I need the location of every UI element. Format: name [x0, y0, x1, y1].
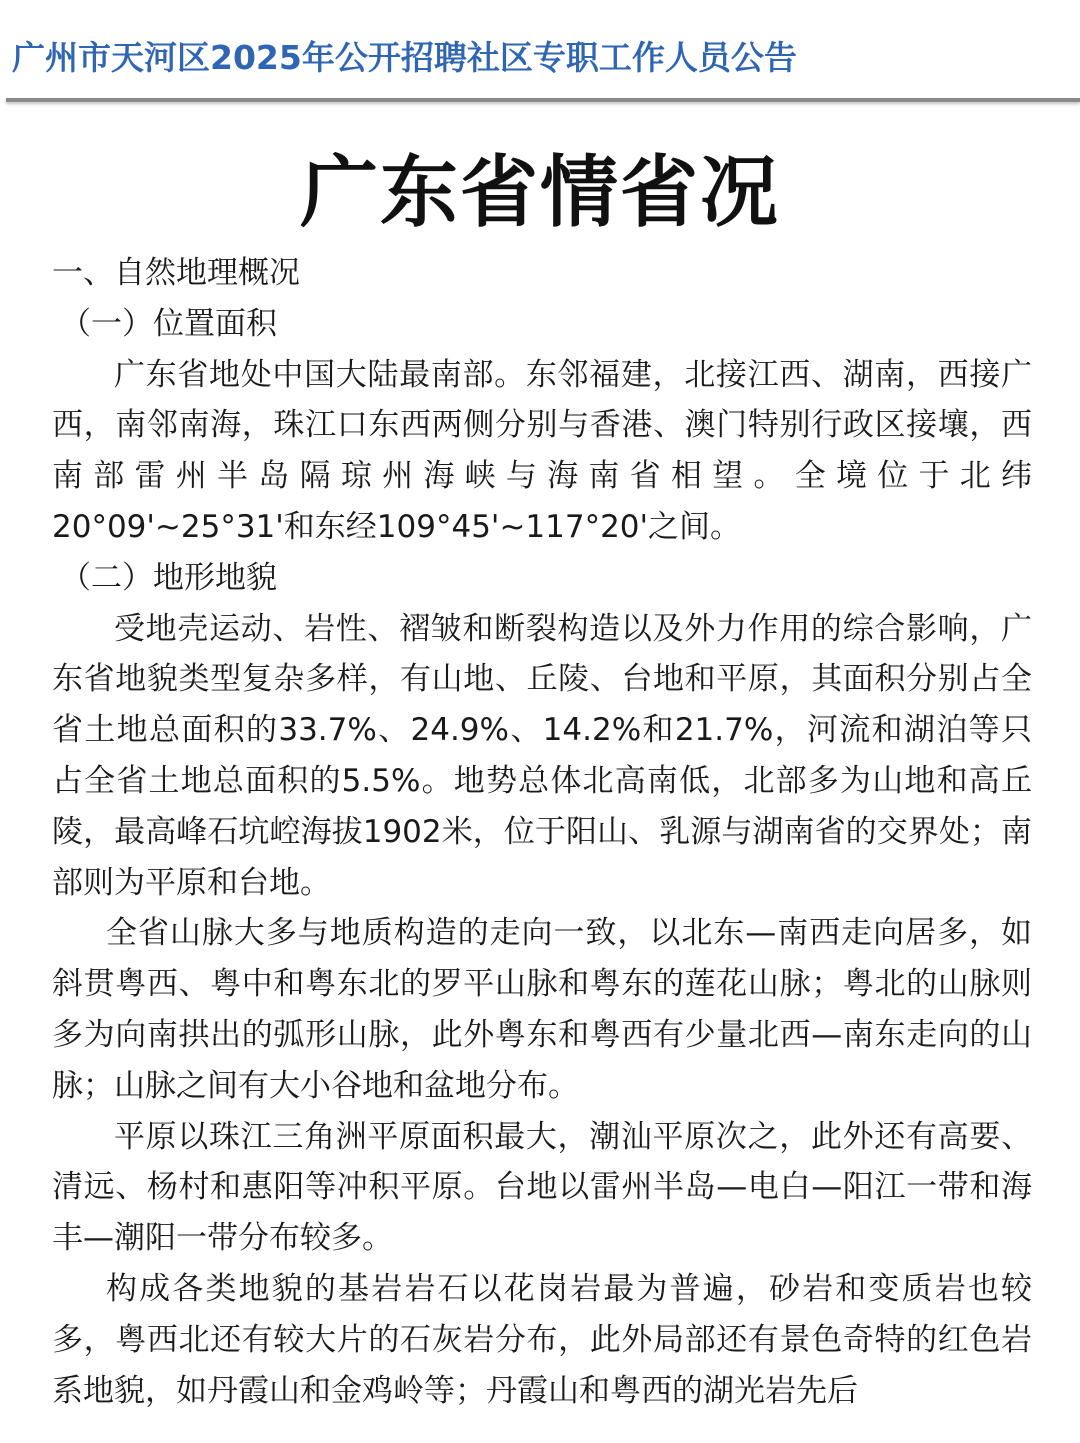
subsection-heading: （二）地形地貌: [60, 559, 277, 596]
document-body: [52, 248, 1032, 1416]
paragraph: 构成各类地貌的基岩岩石以花岗岩最为普遍，砂岩和变质岩也较多，粤西北还有较大片的石灰岩分布，此外局部还有景色奇特的红色岩系地貌，如丹霞山和金鸡岭等；丹霞山和粤西的湖光岩先后: [52, 1270, 1032, 1409]
header-title: 广州市天河区2025年公开招聘社区专职工作人员公告: [12, 38, 797, 77]
paragraph: 受地壳运动、岩性、褶皱和断裂构造以及外力作用的综合影响，广东省地貌类型复杂多样，有山地、丘陵、台地和平原，其面积分别占全省土地总面积的33.7%、24.9%、14.2%和21.7%，河流和湖泊等只占全省土地总面积的5.5%。地势总体北高南低，北部多为山地和高丘陵，最高峰石坑崆海拔1902米，位于阳山、乳源与湖南省的交界处；南部则为平原和台地。: [52, 610, 1032, 901]
paragraph: 全省山脉大多与地质构造的走向一致，以北东—南西走向居多，如斜贯粤西、粤中和粤东北的罗平山脉和粤东的莲花山脉；粤北的山脉则多为向南拱出的弧形山脉，此外粤东和粤西有少量北西—南东走向的山脉；山脉之间有大小谷地和盆地分布。: [52, 915, 1032, 1104]
subsection-heading: （一）位置面积: [60, 305, 277, 342]
paragraph: 平原以珠江三角洲平原面积最大，潮汕平原次之，此外还有高要、清远、杨村和惠阳等冲积平原。台地以雷州半岛—电白—阳江一带和海丰—潮阳一带分布较多。: [52, 1118, 1032, 1257]
header-divider: [6, 98, 1080, 102]
page-title: 广东省情省况: [299, 148, 780, 238]
section-heading: 一、自然地理概况: [52, 255, 300, 291]
top-header: [0, 0, 1080, 100]
paragraph: 广东省地处中国大陆最南部。东邻福建，北接江西、湖南，西接广西，南邻南海，珠江口东西两侧分别与香港、澳门特别行政区接壤，西南部雷州半岛隔琼州海峡与海南省相望。全境位于北纬20°09'~25°31'和东经109°45'~117°20'之间。: [52, 356, 1032, 545]
